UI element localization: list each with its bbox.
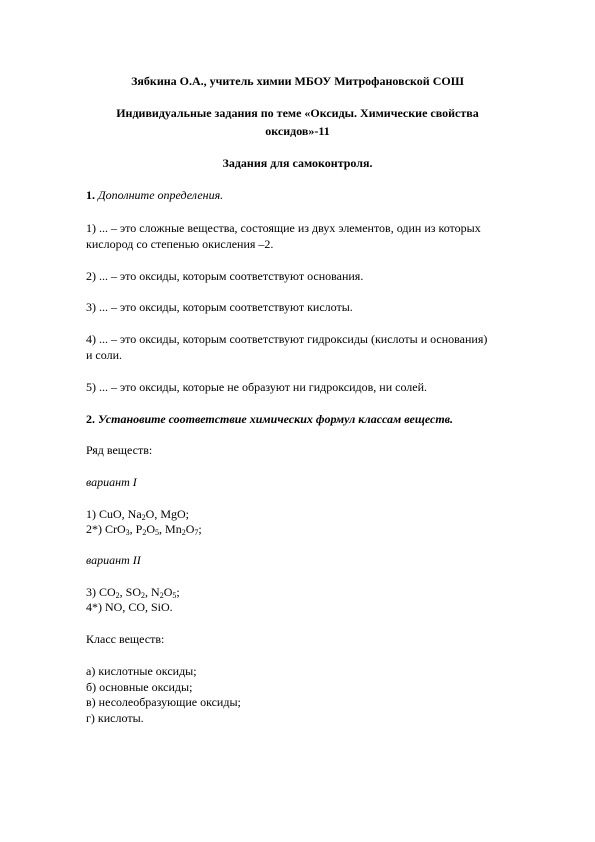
class-label: Класс веществ: <box>86 632 165 646</box>
task1-instruction: Дополните определения. <box>98 188 224 202</box>
task2-number: 2. <box>86 412 95 426</box>
formula-row-2: 2*) CrO$_3$, $P_2O_5$, $Mn_2O_7$; <box>86 522 202 537</box>
series-label: Ряд веществ: <box>86 443 153 457</box>
title-line-1: Индивидуальные задания по теме «Оксиды. Химические свойства <box>116 106 479 120</box>
definition-4-line-2: и соли. <box>86 348 122 362</box>
formula-row-1: 1) CuO, $Na_2O$, MgO; <box>86 507 190 522</box>
variant-1-label: вариант I <box>86 475 137 489</box>
title-line-2: оксидов»-11 <box>265 124 330 138</box>
task2-instruction: Установите соответствие химических формул классам веществ. <box>98 412 454 426</box>
author-line: Зябкина О.А., учитель химии МБОУ Митрофановской СОШ <box>131 74 464 88</box>
task1-number: 1. <box>86 188 95 202</box>
definition-4-line-1: 4) ... – это оксиды, которым соответствуют гидроксиды (кислоты и основания) <box>86 332 488 346</box>
class-item: в) несолеобразующие оксиды; <box>86 695 241 709</box>
definition-2: 2) ... – это оксиды, которым соответствуют основания. <box>86 269 364 283</box>
task2-heading <box>86 412 556 426</box>
definition-3: 3) ... – это оксиды, которым соответствуют кислоты. <box>86 300 353 314</box>
formula-row-4: 4*) NO, CO, SiO. <box>86 600 173 614</box>
subtitle: Задания для самоконтроля. <box>222 156 373 170</box>
class-item: б) основные оксиды; <box>86 680 193 694</box>
formula-row-3: 3) $CO_2$, $SO_2$, $N_2O_5$; <box>86 585 180 600</box>
class-item: а) кислотные оксиды; <box>86 664 197 678</box>
class-item: г) кислоты. <box>86 711 144 725</box>
definition-1-line-1: 1) ... – это сложные вещества, состоящие из двух элементов, один из которых <box>86 221 481 235</box>
definition-5: 5) ... – это оксиды, которые не образуют ни гидроксидов, ни солей. <box>86 380 428 394</box>
variant-2-label: вариант II <box>86 553 141 567</box>
task1-heading <box>86 188 556 202</box>
definition-1-line-2: кислород со степенью окисления –2. <box>86 237 274 251</box>
